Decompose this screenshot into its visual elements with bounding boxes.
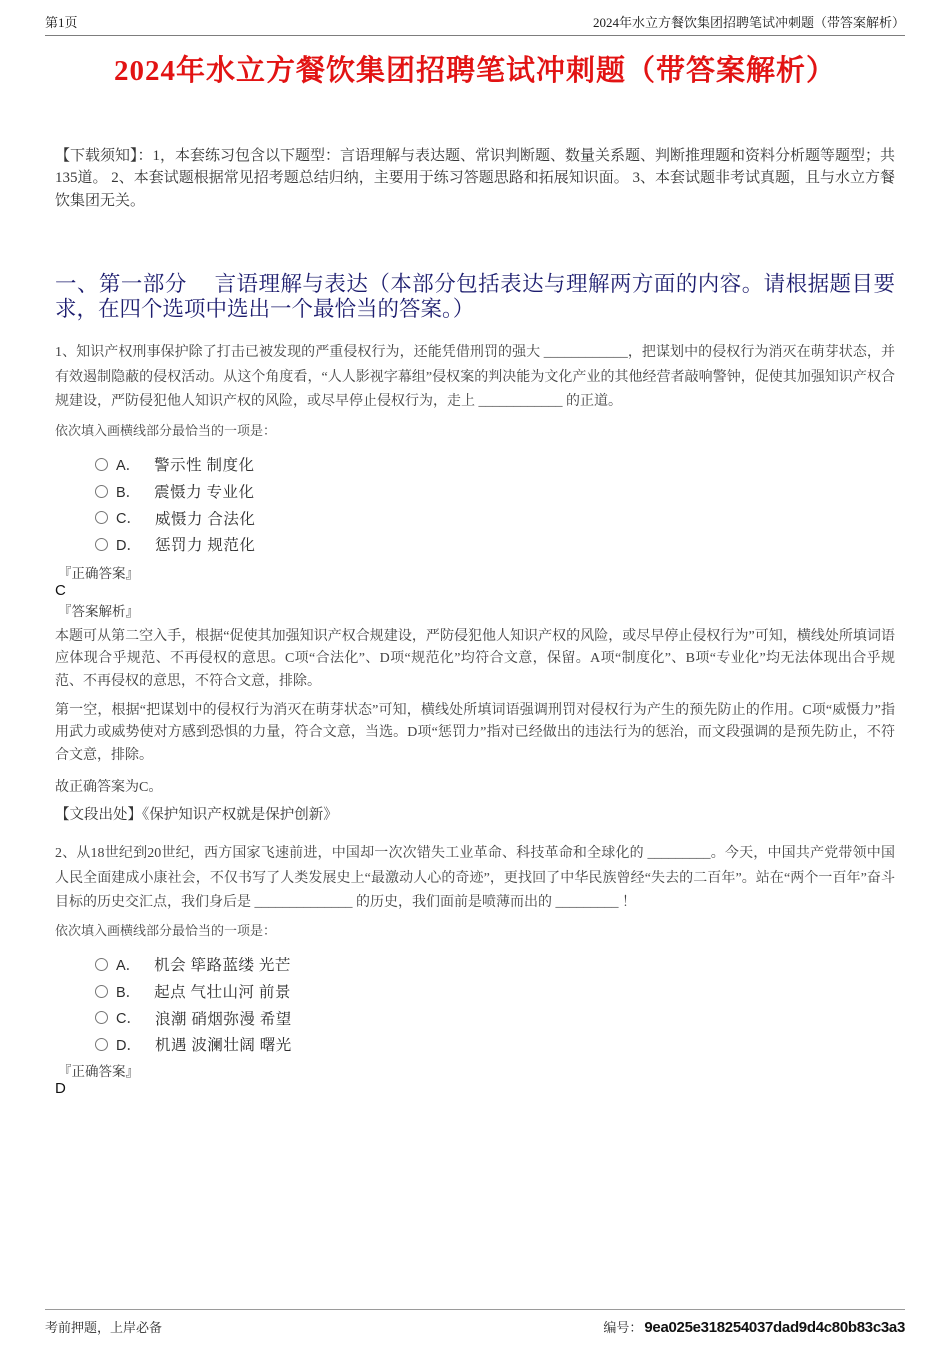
option-radio-d[interactable] [95, 1038, 108, 1051]
passage-source: 【文段出处】《保护知识产权就是保护创新》 [55, 807, 338, 823]
option-letter: C． [116, 511, 141, 528]
analysis-conclusion: 故正确答案为C。 [55, 780, 163, 795]
page-footer [45, 1309, 905, 1336]
option-radio-b[interactable] [95, 985, 108, 998]
question-1-options [95, 451, 255, 558]
option-text: 浪潮 硝烟弥漫 希望 [154, 1010, 292, 1028]
option-row-b[interactable] [95, 978, 292, 1005]
page-number: 第1页 [45, 15, 78, 30]
option-row-c[interactable] [95, 1004, 292, 1031]
option-letter: D． [116, 537, 141, 554]
question-1-fill-prompt: 依次填入画横线部分最恰当的一项是： [55, 423, 277, 438]
analysis-paragraph: 第一空，根据“把谋划中的侵权行为消灭在萌芽状态”可知，横线处所填词语强调刑罚对侵权行为产生的预先防止的作用。C项“威慑力”指用武力或威势使对方感到恐惧的力量，符合文意，当选。D项“惩罚力”指对已经做出的违法行为的惩治，而文段强调的是预先防止，不符合文意，排除。 [55, 703, 895, 763]
serial-label: 编号： [603, 1320, 643, 1335]
option-row-a[interactable] [95, 951, 292, 978]
option-row-b[interactable] [95, 478, 255, 505]
option-radio-b[interactable] [95, 485, 108, 498]
question-1-stem: 1、知识产权刑事保护除了打击已被发现的严重侵权行为，还能凭借刑罚的强大 ____________，把谋划中的侵权行为消灭在萌芽状态，并有效遏制隐蔽的侵权活动。从这个角度看，“人人影视字幕组”侵权案的判决能为文化产业的其他经营者敲响警钟，促使其加强知识产权合规建设，严防侵犯他人知识产权的风险，或尽早停止侵权行为，走上 ____________ 的正道。 [55, 345, 895, 410]
option-letter: D． [116, 1037, 141, 1054]
footer-serial [603, 1317, 905, 1336]
analysis-label: 『答案解析』 [58, 604, 139, 619]
footer-slogan: 考前押题，上岸必备 [45, 1320, 163, 1335]
option-radio-d[interactable] [95, 538, 108, 551]
option-radio-c[interactable] [95, 511, 108, 524]
question-2-fill-prompt: 依次填入画横线部分最恰当的一项是： [55, 923, 277, 938]
option-radio-a[interactable] [95, 958, 108, 971]
option-text: 威慑力 合法化 [154, 510, 256, 528]
option-radio-a[interactable] [95, 458, 108, 471]
option-text: 机会 筚路蓝缕 光芒 [154, 957, 291, 975]
question-2-options [95, 951, 292, 1058]
option-row-a[interactable] [95, 451, 255, 478]
analysis-paragraph: 本题可从第二空入手，根据“促使其加强知识产权合规建设，严防侵犯他人知识产权的风险，或尽早停止侵权行为”可知，横线处所填词语应体现合乎规范、不再侵权的意思。C项“合法化”、D项“规范化”均符合文意，保留。A项“制度化”、B项“专业化”均无法体现出合乎规范、不再侵权的意思，不符合文意，排除。 [55, 629, 895, 689]
option-text: 警示性 制度化 [154, 457, 255, 475]
correct-answer-value: C [55, 582, 66, 599]
option-row-c[interactable] [95, 504, 255, 531]
option-letter: B． [116, 484, 141, 501]
serial-value: 9ea025e318254037dad9d4c80b83c3a3 [644, 1319, 905, 1336]
option-text: 惩罚力 规范化 [154, 537, 256, 555]
download-notice: 【下载须知】：1，本套练习包含以下题型：言语理解与表达题、常识判断题、数量关系题、判断推理题和资料分析题等题型；共135道。 2、本套试题根据常见招考题总结归纳，主要用于练习答题思路和拓展知识面。 3、本套试题非考试真题，且与水立方餐饮集团无关。 [55, 148, 896, 209]
option-text: 机遇 波澜壮阔 曙光 [154, 1037, 292, 1055]
section-heading: 一、第一部分 言语理解与表达（本部分包括表达与理解两方面的内容。请根据题目要求，在四个选项中选出一个最恰当的答案。） [55, 272, 895, 321]
header-doc-title: 2024年水立方餐饮集团招聘笔试冲刺题（带答案解析） [592, 15, 905, 30]
question-2-stem: 2、从18世纪到20世纪，西方国家飞速前进，中国却一次次错失工业革命、科技革命和全球化的 _________。今天，中国共产党带领中国人民全面建成小康社会，不仅书写了人类发展史上“最激动人心的奇迹”，更找回了中华民族曾经“失去的二百年”。站在“两个一百年”奋斗目标的历史交汇点，我们身后是 ______________ 的历史，我们面前是喷薄而出的 _________ ！ [55, 846, 895, 911]
page-header [45, 12, 905, 36]
option-letter: A． [116, 957, 141, 974]
page-title: 2024年水立方餐饮集团招聘笔试冲刺题（带答案解析） [113, 55, 836, 87]
correct-answer-label: 『正确答案』 [58, 1064, 139, 1079]
correct-answer-value: D [55, 1080, 66, 1097]
option-letter: C． [116, 1011, 141, 1028]
option-text: 起点 气壮山河 前景 [154, 984, 291, 1002]
option-radio-c[interactable] [95, 1011, 108, 1024]
option-text: 震慑力 专业化 [154, 484, 255, 502]
correct-answer-label: 『正确答案』 [58, 566, 139, 581]
option-row-d[interactable] [95, 1031, 292, 1058]
option-row-d[interactable] [95, 531, 255, 558]
option-letter: B． [116, 984, 141, 1001]
option-letter: A． [116, 457, 141, 474]
